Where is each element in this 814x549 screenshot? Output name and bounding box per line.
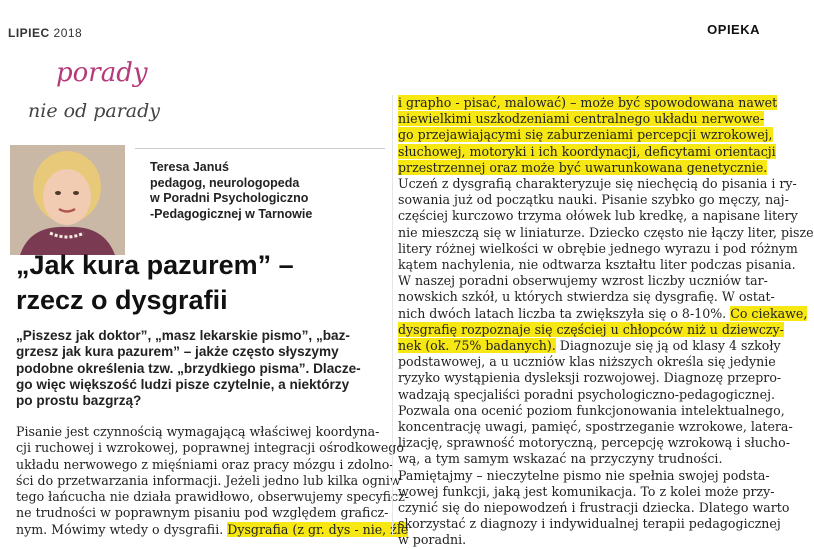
body-line: Uczeń z dysgrafią charakteryzuje się niechęcią do pisania i ry- <box>398 176 797 192</box>
author-affiliation: w Poradni Psychologiczno <box>150 191 309 205</box>
article-title <box>16 248 386 318</box>
article-lead <box>16 328 391 409</box>
highlighted-text: słuchowej, motoryki i ich koordynacji, deficytami orientacji <box>398 143 776 159</box>
body-line: podstawowej, a u uczniów klas niższych określa się jedynie <box>398 354 776 370</box>
body-line: koncentrację uwagi, pamięć, spostrzeganie wzrokowe, latera- <box>398 419 793 435</box>
body-line: wowej funkcji, jaką jest komunikacja. To z kolei może przy- <box>398 483 775 499</box>
body-line: ne trudności w poprawnym pisaniu pod względem graficz- <box>16 505 389 521</box>
lead-line: po prostu bazgrzą? <box>16 393 142 409</box>
highlight-line <box>398 143 776 160</box>
body-line: cji ruchowej i wzrokowej, poprawnej integracji ośrodkowego <box>16 440 404 456</box>
column-divider <box>392 95 393 535</box>
body-text: nich dwóch latach liczba ta zwiększyła się o 8-10%. <box>398 305 731 321</box>
lead-line: grzesz jak kura pazurem” – jakże często słyszymy <box>16 344 339 360</box>
rubric-line1: porady <box>56 58 148 88</box>
highlighted-text: Co ciekawe, <box>730 305 808 321</box>
body-line: ści do przetwarzania informacji. Jeżeli jedno lub kilka ogniw <box>16 472 401 488</box>
highlighted-text: nek (ok. 75% badanych). <box>398 338 556 354</box>
body-line: tego łańcucha nie działa prawidłowo, obserwujemy specyficz- <box>16 489 409 505</box>
issue-date <box>8 26 82 40</box>
body-line: ryzyko wystąpienia dysleksji rozwojowej. Diagnozę przepro- <box>398 370 782 386</box>
body-line-mixed <box>398 305 808 322</box>
body-line-mixed <box>398 338 781 354</box>
body-line: sowania już od początku nauki. Pisanie szybko go męczy, naj- <box>398 192 789 208</box>
highlight-line <box>398 95 778 111</box>
body-line: litery różnej wielkości w obrębie jednego wyrazu i pod różnym <box>398 240 798 256</box>
body-line-last <box>16 521 409 538</box>
highlighted-text: niewielkimi uszkodzeniami centralnego układu nerwowe- <box>398 111 765 127</box>
highlighted-text: Dysgrafia (z gr. dys - nie, źle <box>227 521 409 537</box>
author-photo <box>10 145 125 255</box>
title-line: „Jak kura pazurem” – <box>16 250 294 280</box>
rubric-line2: nie od parady <box>28 100 161 122</box>
highlight-line <box>398 127 773 143</box>
body-line: Pamiętajmy – nieczytelne pismo nie spełnia swojej podsta- <box>398 467 770 483</box>
body-text: nym. Mówimy wtedy o dysgrafii. <box>16 521 228 537</box>
issue-year: 2018 <box>53 26 83 40</box>
body-line: Pozwala ona ocenić poziom funkcjonowania intelektualnego, <box>398 402 785 418</box>
body-line: skorzystać z diagnozy i indywidualnej terapii pedagogicznej <box>398 516 781 532</box>
lead-line: „Piszesz jak doktor”, „masz lekarskie pismo”, „baz- <box>16 328 350 343</box>
author-name: Teresa Januś <box>150 160 229 174</box>
body-line: Pisanie jest czynnością wymagającą właściwej koordyna- <box>16 424 380 439</box>
highlight-line <box>398 159 768 176</box>
body-line: w poradni. <box>398 532 467 548</box>
body-line: wą, a tym samym wskazać na przyczyny trudności. <box>398 451 723 467</box>
author-info <box>150 160 385 222</box>
body-line: czynić się do niepowodzeń i frustracji dziecka. Dlatego warto <box>398 500 790 516</box>
body-line: wadzają specjaliści poradni psychologiczno-pedagogicznej. <box>398 386 776 402</box>
body-line: częściej kurczowo trzyma ołówek lub kredkę, a napisane litery <box>398 208 798 224</box>
body-line: nowskich szkół, u których stwierdza się dysgrafię. W ostat- <box>398 289 775 305</box>
highlighted-text: i grapho - pisać, malować) – może być spowodowana nawet <box>398 95 778 110</box>
issue-month: LIPIEC <box>8 26 50 40</box>
body-line: kątem nachylenia, nie odtwarza kształtu liter podczas pisania. <box>398 257 796 273</box>
highlighted-text: przestrzennej oraz może być uwarunkowana genetycznie. <box>398 159 768 175</box>
article-body-right <box>398 95 814 549</box>
lead-line: podobne określenia tzw. „brzydkiego pisma”. Dlacze- <box>16 360 361 376</box>
author-affiliation-cont: -Pedagogicznej w Tarnowie <box>150 206 313 221</box>
author-rule <box>135 148 385 149</box>
rubric-logo <box>28 58 178 138</box>
article-body-left <box>16 424 409 538</box>
body-line: W naszej poradni obserwujemy wzrost liczby uczniów tar- <box>398 273 768 289</box>
body-text: Diagnozuje się ją od klasy 4 szkoły <box>555 338 781 354</box>
highlighted-text: go przejawiającymi się zaburzeniami percepcji wzrokowej, <box>398 127 773 143</box>
lead-line: go więc większość ludzi pisze czytelnie, a niektórzy <box>16 376 350 392</box>
body-line: nie mieszczą się w liniaturze. Dziecko często nie łączy liter, pisze <box>398 224 814 240</box>
highlighted-text: dysgrafię rozpoznaje się częściej u chłopców niż u dziewczy- <box>398 321 784 337</box>
author-role: pedagog, neurologopeda <box>150 175 300 190</box>
magazine-brand: OPIEKA <box>707 22 760 37</box>
title-line: rzecz o dysgrafii <box>16 285 228 315</box>
body-line: układu nerwowego z mięśniami oraz pracy mózgu i zdolno- <box>16 456 394 472</box>
highlight-line <box>398 321 784 338</box>
highlight-line <box>398 111 765 127</box>
body-line: lizację, sprawność motoryczną, percepcję wzrokową i słucho- <box>398 435 791 451</box>
